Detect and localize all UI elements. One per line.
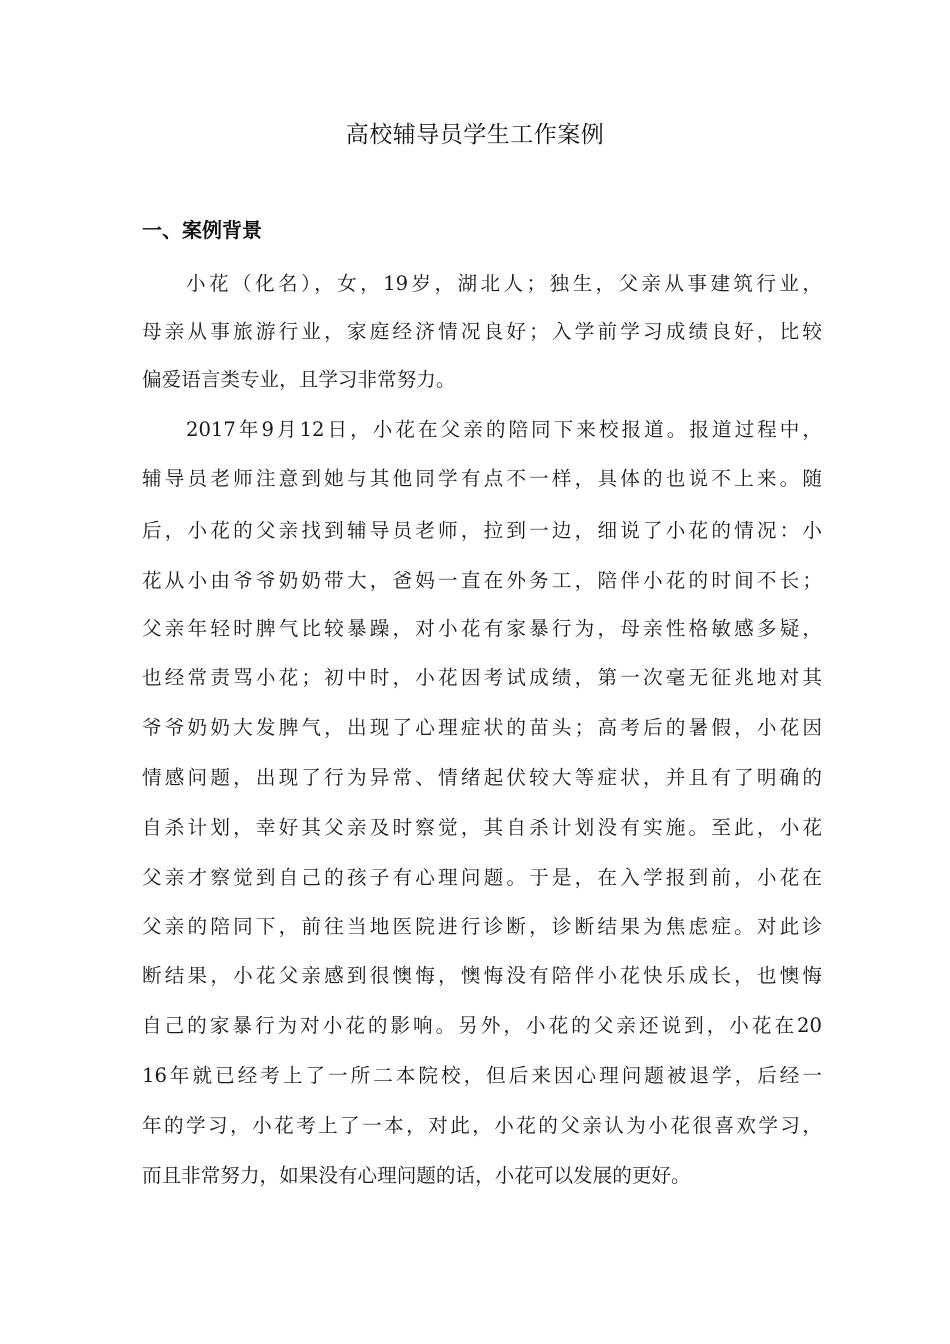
paragraph-2-line: 辅导员老师注意到她与其他同学有点不一样，具体的也说不上来。随 (142, 467, 822, 490)
paragraph-2-line: 16年就已经考上了一所二本院校，但后来因心理问题被退学，后经一 (142, 1064, 822, 1087)
paragraph-2-line: 情感问题，出现了行为异常、情绪起伏较大等症状，并且有了明确的 (142, 766, 822, 789)
paragraph-1-line: 母亲从事旅游行业，家庭经济情况良好；入学前学习成绩良好，比较 (142, 320, 822, 343)
paragraph-2-line: 花从小由爷爷奶奶带大，爸妈一直在外务工，陪伴小花的时间不长； (142, 569, 822, 592)
section-heading: 一、案例背景 (142, 218, 262, 242)
paragraph-2-line: 而且非常努力，如果没有心理问题的话，小花可以发展的更好。 (142, 1164, 691, 1187)
paragraph-2-line: 爷爷奶奶大发脾气，出现了心理症状的苗头；高考后的暑假，小花因 (142, 716, 822, 739)
paragraph-2-line: 年的学习，小花考上了一本，对此，小花的父亲认为小花很喜欢学习， (142, 1114, 822, 1137)
document-title: 高校辅导员学生工作案例 (345, 122, 605, 148)
paragraph-2-line: 后，小花的父亲找到辅导员老师，拉到一边，细说了小花的情况：小 (142, 519, 822, 542)
paragraph-1-line: 小花（化名），女，19岁，湖北人；独生，父亲从事建筑行业， (186, 272, 822, 295)
paragraph-2-line: 也经常责骂小花；初中时，小花因考试成绩，第一次毫无征兆地对其 (142, 666, 822, 689)
paragraph-2-line: 父亲年轻时脾气比较暴躁，对小花有家暴行为，母亲性格敏感多疑， (142, 617, 822, 640)
paragraph-2-line: 父亲的陪同下，前往当地医院进行诊断，诊断结果为焦虑症。对此诊 (142, 915, 822, 938)
paragraph-2-line: 父亲才察觉到自己的孩子有心理问题。于是，在入学报到前，小花在 (142, 866, 822, 889)
paragraph-2-line: 自己的家暴行为对小花的影响。另外，小花的父亲还说到，小花在20 (142, 1014, 822, 1037)
paragraph-1-line: 偏爱语言类专业，且学习非常努力。 (142, 368, 456, 391)
paragraph-2-line: 自杀计划，幸好其父亲及时察觉，其自杀计划没有实施。至此，小花 (142, 816, 822, 839)
paragraph-2-line: 2017年9月12日，小花在父亲的陪同下来校报道。报道过程中， (186, 418, 822, 441)
paragraph-2-line: 断结果，小花父亲感到很懊悔，懊悔没有陪伴小花快乐成长，也懊悔 (142, 964, 822, 987)
